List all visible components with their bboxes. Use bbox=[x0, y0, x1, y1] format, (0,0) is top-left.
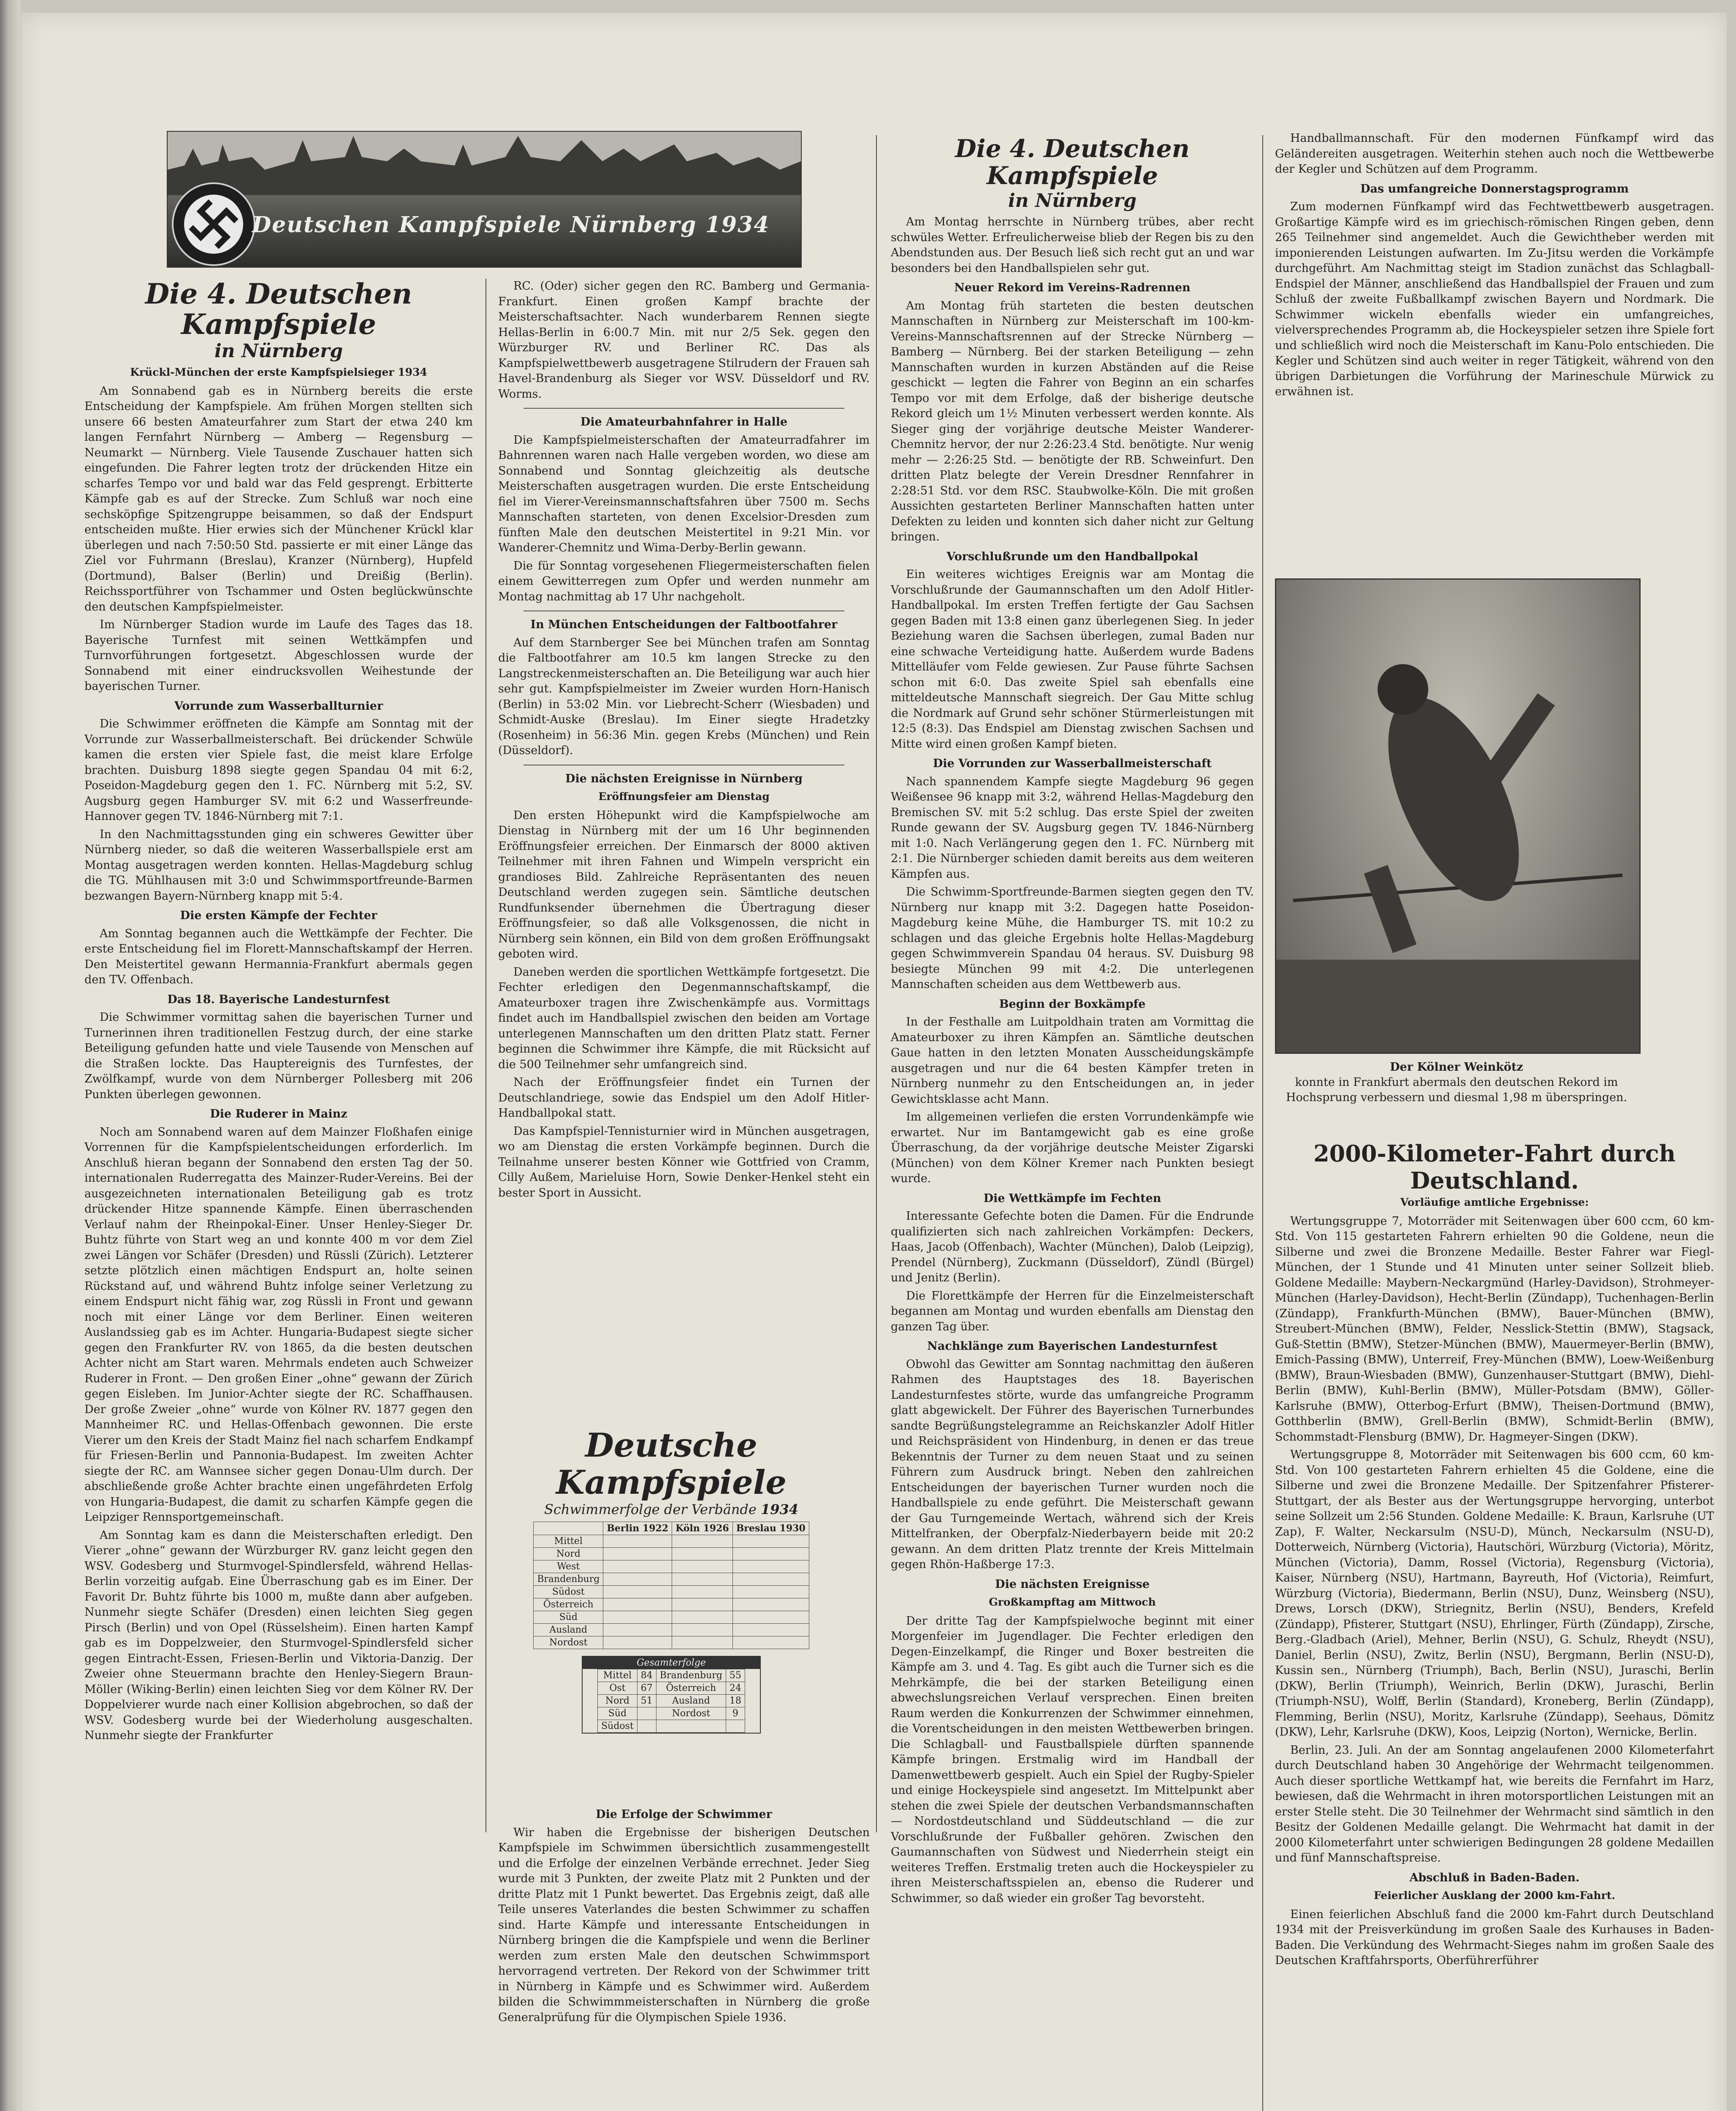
section-heading: Das umfangreiche Donnerstagsprogramm bbox=[1360, 182, 1629, 195]
table-row bbox=[598, 1707, 745, 1720]
table-cell bbox=[603, 1548, 672, 1560]
paragraph: In den Nachmittagsstunden ging ein schweres Gewitter über Nürnberg nieder, so daß die weiteren Wasserballspiele erst am Montag ausgetragen werden konnten. Hellas-Magdeburg schlug die TG. Mühlhausen mit 3:0 und Schwimmsportfreunde-Barmen bezwangen Bayern-Nürnberg knapp mit 5:4. bbox=[84, 828, 473, 903]
section-heading: Die Vorrunden zur Wasserballmeisterschaft bbox=[933, 757, 1212, 770]
table-cell: Brandenburg bbox=[656, 1669, 726, 1682]
table-cell bbox=[603, 1611, 672, 1624]
paragraph: Berlin, 23. Juli. An der am Sonntag angelaufenen 2000 Kilometerfahrt durch Deutschland haben 30 Angehörige der Wehrmacht teilgenommen. Auch dieser sportliche Wettkampf hat, wie bereits die Fernfahrt im Harz, bewiesen, daß die Wehrmacht in ihren motorsportlichen Leistungen mit an erster Stelle steht. Die 30 Teilnehmer der Wehrmacht sind sämtlich in den Besitz der Goldenen Medaille gelangt. Die Wehrmacht hat damit in der 2000 Kilometerfahrt unter schwierigen Bedingungen 28 goldene Medaillen und fünf Mannschaftspreise. bbox=[1275, 1743, 1714, 1864]
section-heading: Die Ruderer in Mainz bbox=[210, 1107, 347, 1121]
section-subheading: Feierlicher Ausklang der 2000 km-Fahrt. bbox=[1374, 1889, 1615, 1902]
table-cell bbox=[637, 1707, 656, 1720]
paragraph: Die Kampfspielmeisterschaften der Amateurradfahrer im Bahnrennen waren nach Halle vergeben worden, wo diese am Sonnabend und Sonntag gleichzeitig als deutsche Meisterschaften ausgetragen wurden. Die erste Entscheidung fiel im Vierer-Vereinsmannschaftsfahren über 7500 m. Sechs Mannschaften starteten, von denen Excelsior-Dresden zum fünften Male den deutschen Meistertitel in 9:21 Min. vor Wanderer-Chemnitz und Wima-Derby-Berlin gewann. bbox=[498, 433, 870, 554]
paragraph: Obwohl das Gewitter am Sonntag nachmittag den äußeren Rahmen des Hauptstages des 18. Bayerischen Landesturnfestes störte, wurde das umfangreiche Programm glatt abgewickelt. Der Führer des Bayerischen Turnerbundes sandte Begrüßungstelegramme an Reichskanzler Adolf Hitler und Reichspräsident von Hindenburg, in denen er das treue Bekenntnis der Turner zu dem neuen Staat und zu seinen Führern zum Ausdruck bringt. Neben den zahlreichen Entscheidungen der bayerischen Turner wurden noch die Handballspiele zu ende geführt. Die Meisterschaft gewann der Gau Turngemeinde Wertach, während sich der Kreis Mittelfranken, der Oberpfalz-Niederbayern beide mit 20:2 gewann. An dem dritten Platz trennte der Kreis Mittelmain gegen Rhön-Haßberge 17:3. bbox=[891, 1357, 1254, 1571]
paragraph: Ein weiteres wichtiges Ereignis war am Montag die Vorschlußrunde der Gaumannschaften um den Adolf Hitler-Handballpokal. Im ersten Treffen fertigte der Gau Sachsen gegen Baden mit 13:8 einen ganz überlegenen Sieg. In jeder Beziehung waren die Sachsen überlegen, zumal Baden nur eine schwache Verteidigung hatte. Außerdem wurde Badens Mittelläufer vom Felde gewiesen. Zur Pause führte Sachsen schon mit 6:0. Das zweite Spiel sah ebenfalls eine mitteldeutsche Mannschaft siegreich. Der Gau Mitte schlug die Nordmark auf Grund sehr schöner Stürmerleistungen mit 12:5 (8:3). Das Endspiel am Dienstag zwischen Sachsen und Mitte wird einen großen Kampf bieten. bbox=[891, 568, 1254, 751]
graphic-title: Deutsche Kampfspiele bbox=[556, 1426, 787, 1502]
table-cell: Südost bbox=[598, 1720, 637, 1733]
paragraph: Wir haben die Ergebnisse der bisherigen Deutschen Kampfspiele im Schwimmen übersichtlich zusammengestellt und die Erfolge der einzelnen Verbände errechnet. Jeder Sieg wurde mit 3 Punkten, der zweite Platz mit 2 Punkten und der dritte Platz mit 1 Punkt bewertet. Das Ergebnis zeigt, daß alle Teile unseres Vaterlandes die besten Schwimmer zu schaffen sind. Harte Kämpfe und interessante Entscheidungen in Nürnberg bringen die die Kampfspiele und wenn die Berliner werden zum ersten Male den deutschen Schwimmsport hervorragend vertreten. Der Rekord von der Schwimmer tritt in Nürnberg in Kämpfe und es Schwimmer wird. Außerdem bilden die Schwimmmeisterschaften in Nürnberg die große Generalprüfung für die Olympischen Spiele 1936. bbox=[498, 1826, 870, 2024]
column-4-lower bbox=[1275, 1140, 1714, 1971]
table-cell: 51 bbox=[637, 1695, 656, 1707]
paragraph: Wertungsgruppe 7, Motorräder mit Seitenwagen über 600 ccm, 60 km-Std. Von 115 gestarteten Fahrern erhielten 90 die Goldene, neun die Silberne und zwei die Bronzene Medaille. Bester Fahrer war Fiegl-München, der 1 Stunde und 41 Minuten unter seiner Sollzeit blieb. Goldene Medaille: Maybern-Neckargmünd (Harley-Davidson), Strohmeyer-München (Harley-Davidson), Hecht-Berlin (Zündapp), Tuchenhagen-Berlin (Zündapp), Frankfurth-München (BMW), Bauer-München (BMW), Streubert-München (BMW), Felder, Nesslick-Stettin (BMW), Stagsack, Guß-Stettin (BMW), Stetzer-München (BMW), Mauermeyer-Berlin (BMW), Emich-Passing (BMW), Unterreif, Frey-München (BMW), Loew-Weißenburg (BMW), Braun-Wiesbaden (BMW), Gunzenhauser-Stuttgart (BMW), Diehl-Berlin (BMW), Kuhl-Berlin (BMW), Müller-Potsdam (BMW), Göller-Karlsruhe (BMW), Otterbog-Erfurt (BMW), Theisen-Dortmund (BMW), Gotthberlin (BMW), Grell-Berlin (BMW), Schmidt-Berlin (BMW), Schommstadt-Flensburg (BMW), Dr. Hagmeyer-Singen (DKW). bbox=[1275, 1214, 1714, 1444]
high-jump-photo bbox=[1275, 578, 1641, 1054]
table-cell: Ausland bbox=[534, 1624, 603, 1636]
column-2-continued bbox=[498, 1803, 870, 2028]
graphic-subtitle: Schwimmerfolge der Verbände bbox=[544, 1501, 757, 1517]
high-jumper-figure bbox=[1276, 580, 1639, 1053]
paragraph: Wertungsgruppe 8, Motorräder mit Seitenwagen bis 600 ccm, 60 km-Std. Von 100 gestarteten Fahrern erhielten 45 die Goldene, eine die Silberne und zwei die Bronzene Medaille. Der Spitzenfahrer Pfisterer-Stuttgart, der als Bester aus der Wertungsgruppe hervorging, unterbot seine Sollzeit um 2:56 Stunden. Goldene Medaille: K. Braun, Karlsruhe (UT Zap), F. Walter, Neckarsulm (NSU-D), Münch, Neckarsulm (NSU-D), Dotterweich, Nürnberg (Victoria), Hautschöri, Würzburg (Victoria), Möritz, München (Victoria), Damm, Rossel (Victoria), Regensburg (Victoria), Kaiser, Nürnberg (NSU), Hartmann, Bayreuth, Hof (Victoria), Reimfurt, Würzburg (Victoria), Biedermann, Berlin (NSU), Dunz, Weinsberg (NSU), Drews, Lorsch (DKW), Striegnitz, Berlin (NSU), Benders, Krefeld (Zündapp), Pfisterer, Stuttgart (NSU), Ehrlinger, Fürth (Zündapp), Zirsche, Berg.-Gladbach (Ariel), Mehner, Berlin (NSU), G. Schulz, Rheydt (NSU), Daniel, Berlin (NSU), Zwitz, Berlin (NSU), Bergmann, Berlin (NSU-D), Kussin sen., Nürnberg (Triumph), Bach, Berlin (NSU), Juraschi, Berlin (DKW), Berlin (Triumph), Weinrich, Berlin (DKW), Juraschi, Berlin (Triumph-NSU), Wolff, Berlin (Standard), Kroneberg, Berlin (Zündapp), Flemming, Berlin (NSU), Moritz, Karlsruhe (Zündapp), Seehaus, Dömitz (DKW), Lehr, Karlsruhe (DKW), Koos, Leipzig (Norton), Wernicke, Berlin. bbox=[1275, 1448, 1714, 1739]
total-results-table bbox=[597, 1669, 745, 1733]
paragraph: Das Kampfspiel-Tennisturnier wird in München ausgetragen, wo am Dienstag die ersten Vorkämpfe beginnen. Durch die Teilnahme unserer besten Könner wie Gottfried von Cramm, Cilly Außem, Marieluise Horn, Sowie Denker-Henkel steht ein bester Sport in Aussicht. bbox=[498, 1124, 870, 1199]
section-heading: Abschluß in Baden-Baden. bbox=[1409, 1871, 1580, 1884]
table-row bbox=[598, 1720, 745, 1733]
table-cell: 9 bbox=[726, 1707, 745, 1720]
table-cell bbox=[672, 1548, 733, 1560]
page-gutter bbox=[0, 0, 20, 2111]
article-subhead: Krückl-München der erste Kampfspielsieger 1934 bbox=[130, 366, 427, 378]
table-cell bbox=[732, 1586, 809, 1598]
emblem-disc bbox=[172, 182, 255, 266]
table-cell: Ausland bbox=[656, 1695, 726, 1707]
paragraph: Daneben werden die sportlichen Wettkämpfe fortgesetzt. Die Fechter erledigen den Degenmannschaftskampf, die Amateurboxer tragen ihre Zwischenkämpfe aus. Vormittags findet auch im Handballspiel zwischen den beiden am Vortage unterlegenen Mannschaften um den dritten Platz statt. Ferner beginnen die Schwimmer ihre Kämpfe, die mit Rücksicht auf die 500 Teilnehmer sehr umfangreich sind. bbox=[498, 965, 870, 1071]
table-cell: Nordost bbox=[534, 1636, 603, 1649]
section-heading: Das 18. Bayerische Landesturnfest bbox=[167, 993, 390, 1006]
table-cell bbox=[732, 1598, 809, 1611]
section-heading: Vorrunde zum Wasserballturnier bbox=[174, 699, 383, 713]
table-header: Breslau 1930 bbox=[732, 1522, 809, 1535]
section-heading: Beginn der Boxkämpfe bbox=[999, 997, 1146, 1011]
table-row bbox=[598, 1669, 745, 1682]
table-cell bbox=[603, 1624, 672, 1636]
section-heading: Neuer Rekord im Vereins-Radrennen bbox=[954, 281, 1191, 294]
table-cell: 55 bbox=[726, 1669, 745, 1682]
swim-results-graphic bbox=[507, 1426, 836, 1731]
table-cell bbox=[672, 1535, 733, 1548]
article-headline: Die 4. Deutschen Kampfspiele bbox=[145, 277, 412, 341]
table-cell: Brandenburg bbox=[534, 1573, 603, 1586]
column-rule bbox=[1262, 135, 1263, 2111]
table-cell: Nordost bbox=[656, 1707, 726, 1720]
table-cell: Süd bbox=[534, 1611, 603, 1624]
table-cell bbox=[732, 1624, 809, 1636]
section-heading: Die Amateurbahnfahrer in Halle bbox=[580, 415, 788, 429]
table-cell: Südost bbox=[534, 1586, 603, 1598]
table-cell bbox=[637, 1720, 656, 1733]
table-cell bbox=[672, 1573, 733, 1586]
column-2 bbox=[498, 279, 870, 1203]
paragraph: Der dritte Tag der Kampfspielwoche beginnt mit einer Morgenfeier im Jugendlager. Die Fechter erledigen den Degen-Einzelkampf, die Ringer und Boxer bestreiten die Kämpfe am 3. und 4. Tag. Es gibt auch die Turner sich es die Mehrkämpfe, die bei der starken Beteiligung einen abwechslungsreichen Verlauf versprechen. Einen breiten Raum werden die Konkurrenzen der Schwimmer einnehmen, die Vorentscheidungen in den meisten Wettbewerben bringen. Die Schlagball- und Faustballspiele dürften spannende Kämpfe bringen. Erstmalig wird im Handball der Damenwettbewerb gespielt. Auch ein Spiel der Rugby-Spieler und einige Hockeyspiele sind angesetzt. Im Mittelpunkt aber stehen die zwei Spiele der deutschen Verbandsmannschaften — Nordostdeutschland und Süddeutschland — die zur Vorschlußrunde der Fußballer gehören. Zwischen den Gaumannschaften von Südwest und Niederrhein steigt ein weiteres Treffen. Erstmalig treten auch die Hockeyspieler zu ihren Meisterschaftsspielen an, ebenso die Ruderer und Schwimmer, so daß wieder ein großer Tag bevorsteht. bbox=[891, 1614, 1254, 1905]
section-heading: Vorschlußrunde um den Handballpokal bbox=[947, 550, 1198, 563]
table-row bbox=[534, 1636, 809, 1649]
paragraph: Am Sonntag kam es dann die Meisterschaften erledigt. Den Vierer „ohne“ gewann der Würzburger RV. ganz leicht gegen den WSV. Godesberg und Sturmvogel-Spindlersfeld, während Hellas-Berlin vorzeitig aufgab. Eine Überraschung gab es im Einer. Der Favorit Dr. Buhtz führte bis 1000 m, mußte dann aber aufgeben. Nunmehr siegte Schäfer (Dresden) einen leichten Sieg gegen Pirsch (Berlin) und von Opel (Rüsselsheim). Einen harten Kampf gab es im Doppelzweier, den Sturmvogel-Spindlersfeld sicher gegen Eintracht-Essen, Friesen-Berlin und Viktoria-Danzig. Der Zweier ohne Steuermann brachte den Henley-Siegern Braun-Möller (Wiking-Berlin) einen leichten Sieg vor dem Kölner RV. Der Doppelvierer wurde nach einer Kollision abgebrochen, so daß der WSV. Godesberg wurde bei der Wiederholung ausgeschalten. Nunmehr siegte der Frankfurter bbox=[84, 1528, 473, 1742]
table-cell: Süd bbox=[598, 1707, 637, 1720]
table-cell bbox=[603, 1535, 672, 1548]
table-cell bbox=[603, 1586, 672, 1598]
table-cell bbox=[732, 1573, 809, 1586]
table-cell: 18 bbox=[726, 1695, 745, 1707]
table-cell: 84 bbox=[637, 1669, 656, 1682]
article-headline-sub: in Nürnberg bbox=[1008, 190, 1137, 212]
section-subheading: Eröffnungsfeier am Dienstag bbox=[598, 790, 770, 803]
column-rule bbox=[876, 135, 877, 1832]
section-heading: Die Wettkämpfe im Fechten bbox=[983, 1191, 1161, 1205]
paragraph: Nach spannendem Kampfe siegte Magdeburg 96 gegen Weißensee 96 knapp mit 3:2, während Hellas-Magdeburg den Bremischen SV. mit 5:2 schlug. Das erste Spiel der zweiten Runde gewann der SV. Augsburg gegen TV. 1846-Nürnberg mit 1:0. Nach Verlängerung gegen den 1. FC. Nürnberg mit 2:1. Die Nürnberger schieden damit bereits aus dem weiteren Kämpfen aus. bbox=[891, 775, 1254, 881]
graphic-year: 1934 bbox=[760, 1501, 799, 1517]
table-row bbox=[534, 1586, 809, 1598]
article-headline: Die 4. Deutschen Kampfspiele bbox=[955, 134, 1190, 190]
total-results-box bbox=[582, 1656, 761, 1734]
table-cell: Mittel bbox=[534, 1535, 603, 1548]
table-row bbox=[534, 1624, 809, 1636]
section-heading: Die Erfolge der Schwimmer bbox=[596, 1808, 772, 1821]
table-row bbox=[598, 1682, 745, 1695]
table-cell: Mittel bbox=[598, 1669, 637, 1682]
table-row bbox=[598, 1695, 745, 1707]
article-headline: 2000-Kilometer-Fahrt durch Deutschland. bbox=[1313, 1140, 1676, 1194]
table-cell bbox=[732, 1560, 809, 1573]
table-row bbox=[534, 1560, 809, 1573]
total-results-title: Gesamterfolge bbox=[583, 1657, 760, 1669]
paragraph: In der Festhalle am Luitpoldhain traten am Vormittag die Amateurboxer zu ihren Kämpfen an. Sämtliche deutschen Gaue hatten in den letzten Monaten Ausscheidungskämpfe ausgetragen und nur die 64 besten Kämpfer treten in Nürnberg nunmehr zu den Entscheidungen an, in jeder Gewichtsklasse acht Mann. bbox=[891, 1015, 1254, 1106]
table-cell: Ost bbox=[598, 1682, 637, 1695]
table-row bbox=[534, 1535, 809, 1548]
table-cell bbox=[672, 1611, 733, 1624]
paragraph: RC. (Oder) sicher gegen den RC. Bamberg und Germania-Frankfurt. Einen großen Kampf brachte der Meisterschaftsachter. Nach wunderbarem Rennen siegte Hellas-Berlin in 6:00.7 Min. mit nur 2/5 Sek. gegen den Würzburger RV. und Berliner RC. Das als Kampfspielwettbewerb ausgetragene Stilrudern der Frauen sah Havel-Brandenburg als Sieger vor WSV. Düsseldorf und RV. Worms. bbox=[498, 279, 870, 401]
paragraph: Im allgemeinen verliefen die ersten Vorrundenkämpfe wie erwartet. Nur im Bantamgewicht gab es eine große Überraschung, da der vorjährige deutsche Meister Zigarski (München) von dem Kölner Kremer nach Punkten besiegt wurde. bbox=[891, 1110, 1254, 1185]
paragraph: Am Montag herrschte in Nürnberg trübes, aber recht schwüles Wetter. Erfreulicherweise blieb der Regen bis zu den Abendstunden aus. Der Besuch ließ sich recht gut an und war besonders bei den Handballspielen sehr gut. bbox=[891, 215, 1254, 275]
table-cell bbox=[603, 1636, 672, 1649]
section-heading: In München Entscheidungen der Faltbootfahrer bbox=[530, 618, 838, 631]
section-heading: Die ersten Kämpfe der Fechter bbox=[180, 909, 377, 922]
kampfspiele-banner bbox=[167, 131, 802, 268]
banner-title: Deutschen Kampfspiele Nürnberg 1934 bbox=[252, 212, 770, 238]
swim-results-table bbox=[533, 1522, 809, 1649]
table-cell: West bbox=[534, 1560, 603, 1573]
paragraph: Die für Sonntag vorgesehenen Fliegermeisterschaften fielen einem Gewitterregen zum Opfer und werden nunmehr am Montag nachmittag ab 17 Uhr nachgeholt. bbox=[498, 559, 870, 603]
paragraph: Einen feierlichen Abschluß fand die 2000 km-Fahrt durch Deutschland 1934 mit der Preisverkündung im großen Saale des Kurhauses in Baden-Baden. Die Verkündung des Wehrmacht-Sieges nahm im großen Saale des Deutschen Kraftfahrsports, Oberführerführer bbox=[1275, 1907, 1714, 1967]
paragraph: Im Nürnberger Stadion wurde im Laufe des Tages das 18. Bayerische Turnfest mit seinen Wettkämpfen und Turnvorführungen fortgesetzt. Abgeschlossen wurde der Sonnabend mit einer eindrucksvollen Weihestunde der bayerischen Turner. bbox=[84, 618, 473, 693]
paragraph: Auf dem Starnberger See bei München trafen am Sonntag die Faltbootfahrer am 10.5 km langen Strecke zu den Langstreckenmeisterschaften an. Die Beteiligung war auch hier sehr gut. Kampfspielmeister im Zweier wurden Horn-Hanisch (Berlin) in 53:02 Min. vor Liebrecht-Scherr (Wiesbaden) und Schmidt-Auske (Breslau). Im Einer siegte Hradetzky (Rosenheim) in 56:36 Min. gegen Krebs (München) und Rein (Düsseldorf). bbox=[498, 636, 870, 757]
section-heading: Die nächsten Ereignisse bbox=[995, 1577, 1150, 1591]
table-cell bbox=[603, 1573, 672, 1586]
column-4 bbox=[1275, 131, 1714, 402]
paragraph: Nach der Eröffnungsfeier findet ein Turnen der Deutschlandriege, sowie das Endspiel um den Adolf Hitler-Handballpokal statt. bbox=[498, 1076, 870, 1120]
article-subhead: Vorläufige amtliche Ergebnisse: bbox=[1400, 1196, 1589, 1208]
section-heading: Nachklänge zum Bayerischen Landesturnfest bbox=[927, 1340, 1218, 1353]
paragraph: Die Florettkämpfe der Herren für die Einzelmeisterschaft begannen am Montag und wurden ebenfalls am Dienstag den ganzen Tag über. bbox=[891, 1289, 1254, 1333]
column-1 bbox=[84, 279, 473, 1746]
paragraph: Interessante Gefechte boten die Damen. Für die Endrunde qualifizierten sich nach zahlreichen Vorkämpfen: Deckers, Haas, Jacob (Offenbach), Wachter (München), Dalob (Leipzig), Prendel (Nürnberg), Zuckmann (Düsseldorf), Zündl (Bürgel) und Jenitz (Berlin). bbox=[891, 1210, 1254, 1284]
table-cell bbox=[656, 1720, 726, 1733]
table-cell bbox=[732, 1548, 809, 1560]
table-cell bbox=[672, 1560, 733, 1573]
table-cell: Österreich bbox=[534, 1598, 603, 1611]
section-subheading: Großkampftag am Mittwoch bbox=[989, 1596, 1156, 1608]
article-headline-sub: in Nürnberg bbox=[214, 340, 343, 362]
table-header: Köln 1926 bbox=[672, 1522, 733, 1535]
table-cell bbox=[732, 1611, 809, 1624]
table-row bbox=[534, 1548, 809, 1560]
table-row bbox=[534, 1611, 809, 1624]
paragraph: Die Schwimm-Sportfreunde-Barmen siegten gegen den TV. Nürnberg nur knapp mit 3:2. Dagegen hatte Poseidon-Magdeburg keine Mühe, die Hamburger TS. mit 10:2 zu schlagen und das gleiche Ergebnis holte Hellas-Magdeburg gegen Schwimmverein Spandau 04 heraus. SV. Duisburg 98 besiegte München 99 mit 4:2. Die unterlegenen Mannschaften scheiden aus dem Wettbewerb aus. bbox=[891, 885, 1254, 991]
paragraph: Am Montag früh starteten die besten deutschen Mannschaften in Nürnberg zur Meisterschaft im 100-km-Vereins-Mannschaftsrennen auf der Strecke Nürnberg — Bamberg — Nürnberg. Bei der starken Beteiligung — zehn Mannschaften wurden in kurzen Abständen auf die Reise geschickt — legten die Fahrer von Beginn an ein scharfes Tempo vor mit dem Erfolge, daß der bisherige deutsche Rekord gleich um 1½ Minuten verbessert werden konnte. Als Sieger ging der vorjährige deutsche Meister Wanderer-Chemnitz hervor, der nur 2:26:23.4 Std. benötigte. Nur wenig mehr — 2:26:25 Std. — benötigte der RB. Schweinfurt. Den dritten Platz belegte der Verein Dresdner Rennfahrer in 2:28:51 Std. vor dem RSC. Staubwolke-Köln. Die mit großen Aussichten gestarteten Berliner Mannschaften hatten unter Defekten zu leiden und konnten sich daher nicht zur Geltung bringen. bbox=[891, 299, 1254, 543]
table-header: Berlin 1922 bbox=[603, 1522, 672, 1535]
table-cell: 67 bbox=[637, 1682, 656, 1695]
emblem-icon bbox=[174, 184, 254, 264]
table-cell: Österreich bbox=[656, 1682, 726, 1695]
column-3 bbox=[891, 135, 1254, 1909]
photo-caption-text: konnte in Frankfurt abermals den deutschen Rekord im Hochsprung verbessern und diesmal 1,98 m überspringen. bbox=[1286, 1076, 1628, 1104]
table-cell bbox=[603, 1560, 672, 1573]
table-cell bbox=[732, 1535, 809, 1548]
table-cell bbox=[672, 1624, 733, 1636]
table-cell bbox=[732, 1636, 809, 1649]
table-cell bbox=[672, 1636, 733, 1649]
paragraph: Am Sonnabend gab es in Nürnberg bereits die erste Entscheidung der Kampfspiele. Am frühen Morgen stellten sich unsere 66 besten Amateurfahrer zum Start der etwa 240 km langen Fernfahrt Nürnberg — Amberg — Regensburg — Neumarkt — Nürnberg. Viele Tausende Zuschauer hatten sich eingefunden. Die Fahrer legten trotz der drückenden Hitze ein scharfes Tempo vor und bald war das Feld gesprengt. Erbitterte Kämpfe gab es auf der Strecke. Zum Schluß war noch eine sechsköpfige Spitzengruppe beisammen, so daß der Endspurt entscheiden mußte. Hier erwies sich der Münchener Krückl klar überlegen und nach 7:50:50 Std. passierte er mit einer Länge das Ziel vor Fuhrmann (Breslau), Kranzer (Nürnberg), Hupfeld (Dortmund), Balser (Berlin) und Dreißig (Berlin). Reichssportführer von Tschammer und Osten beglückwünschte den deutschen Kampfspielmeister. bbox=[84, 384, 473, 613]
table-cell bbox=[603, 1598, 672, 1611]
photo-caption bbox=[1275, 1060, 1638, 1105]
table-cell bbox=[672, 1598, 733, 1611]
photo-caption-title: Der Kölner Weinkötz bbox=[1390, 1061, 1523, 1074]
table-cell bbox=[672, 1586, 733, 1598]
table-row bbox=[534, 1573, 809, 1586]
paragraph: Handballmannschaft. Für den modernen Fünfkampf wird das Geländereiten ausgetragen. Weiterhin stehen auch noch die Wettbewerbe der Kegler und Schützen auf dem Programm. bbox=[1275, 132, 1714, 176]
table-row bbox=[534, 1598, 809, 1611]
table-cell: Nord bbox=[534, 1548, 603, 1560]
paragraph: Am Sonntag begannen auch die Wettkämpfe der Fechter. Die erste Entscheidung fiel im Florett-Mannschaftskampf der Herren. Den Meistertitel gewann Hermannia-Frankfurt abermals gegen den TV. Offenbach. bbox=[84, 927, 473, 986]
section-heading: Die nächsten Ereignisse in Nürnberg bbox=[565, 772, 803, 785]
nuremberg-skyline-illustration bbox=[168, 132, 801, 195]
paragraph: Noch am Sonnabend waren auf dem Mainzer Floßhafen einige Vorrennen für die Kampfspielentscheidungen erforderlich. Im Anschluß hieran begann der Sonnabend den ersten Tag der 50. internationalen Ruderregatta des Mainzer-Ruder-Vereins. Bei der ausgezeichneten internationalen Beteiligung gab es trotz drückender Hitze spannende Kämpfe. Einen überraschenden Verlauf nahm der Rheinpokal-Einer. Unser Henley-Sieger Dr. Buhtz führte von Start weg an und konnte 400 m vor dem Ziel zwei Längen vor Schäfer (Dresden) und Rüssli (Zürich). Letzterer setzte plötzlich einen mächtigen Endspurt an, holte seinen Rückstand auf, und während Buhtz infolge seiner Verletzung zu einem Endspurt nicht fähig war, zog Rüssli in Front und gewann noch mit einer Länge vor dem Berliner. Einen weiteren Auslandssieg gab es im Achter. Hungaria-Budapest siegte sicher gegen den Frankfurter RV. von 1865, da die besten deutschen Achter nicht am Start waren. Mehrmals endeten auch Schweizer Ruderer in Front. — Den großen Einer „ohne“ gewann der Zürich gegen Eisleben. Im Junior-Achter siegte der RC. Schaffhausen. Der große Zweier „ohne“ wurde von Kölner RV. 1877 gegen den Mannheimer RC. und Hellas-Offenbach gewonnen. Die erste Vierer um den Kreis der Stadt Mainz fiel nach scharfem Endkampf für Friesen-Berlin und Pannonia-Budapest. Im zweiten Achter siegte der RC. am Wannsee sicher gegen Donau-Ulm durch. Der abschließende große Achter brachte einen ungefährdeten Erfolg von Hungaria-Budapest, die damit zu scharfen Kämpfe gegen die Leipziger Rennsportgemeinschaft. bbox=[84, 1125, 473, 1524]
table-cell bbox=[726, 1720, 745, 1733]
table-cell: 24 bbox=[726, 1682, 745, 1695]
table-header bbox=[534, 1522, 603, 1535]
paragraph: Zum modernen Fünfkampf wird das Fechtwettbewerb ausgetragen. Großartige Kämpfe wird es im griechisch-römischen Ringen geben, denn 265 Teilnehmer sind angemeldet. Auch die Gewichtheber werden mit imponierenden Leistungen aufwarten. Im Zu-Jitsu werden die Vorkämpfe durchgeführt. Am Nachmittag steigt im Stadion zunächst das Schlagball-Endspiel der Männer, anschließend das Handballspiel der Frauen und zum Schluß der zweite Fußballkampf zwischen Bayern und Nordmark. Die Schwimmer wickeln ebenfalls wieder ein umfangreiches, vielversprechendes Programm ab, die Hockeyspieler setzen ihre Spiele fort und schließlich wird noch die Meisterschaft im Kanu-Polo entschieden. Die Kegler und Schützen sind auch weiter in reger Tätigkeit, während von den übrigen Darbietungen die Vorführung der Marineschule Mürwick zu erwähnen ist. bbox=[1275, 200, 1714, 398]
paragraph: Die Schwimmer vormittag sahen die bayerischen Turner und Turnerinnen ihren traditionellen Festzug durch, der eine starke Beteiligung gefunden hatte und viele Tausende von Menschen auf die Straßen lockte. Das Hauptereignis des Turnfestes, der Zwölfkampf, wurde von dem Nürnberger Pollesberg mit 206 Punkten überlegen gewonnen. bbox=[84, 1011, 473, 1101]
paragraph: Den ersten Höhepunkt wird die Kampfspielwoche am Dienstag in Nürnberg mit der um 16 Uhr beginnenden Eröffnungsfeier erreichen. Der Einmarsch der 8000 aktiven Teilnehmer mit ihren Fahnen und Wimpeln verspricht ein grandioses Bild. Zahlreiche Repräsentanten des neuen Deutschland werden zugegen sein. Sämtliche deutschen Rundfunksender übernehmen die Übertragung dieser Eröffnungsfeier, so daß alle Volksgenossen, die nicht in Nürnberg sein können, ein Bild von dem großen Eröffnungsakt geboten wird. bbox=[498, 809, 870, 961]
paragraph: Die Schwimmer eröffneten die Kämpfe am Sonntag mit der Vorrunde zur Wasserballmeisterschaft. Bei drückender Schwüle kamen die ersten vier Spiele fast, die meist klare Erfolge brachten. Duisburg 1898 siegte gegen Spandau 04 mit 6:2, Poseidon-Magdeburg gegen den 1. FC. Nürnberg mit 5:2, SV. Augsburg gegen Hamburger SV. mit 6:2 und Wasserfreunde-Hannover gegen TV. 1846-Nürnberg mit 7:1. bbox=[84, 717, 473, 823]
table-cell: Nord bbox=[598, 1695, 637, 1707]
divider bbox=[524, 408, 844, 409]
